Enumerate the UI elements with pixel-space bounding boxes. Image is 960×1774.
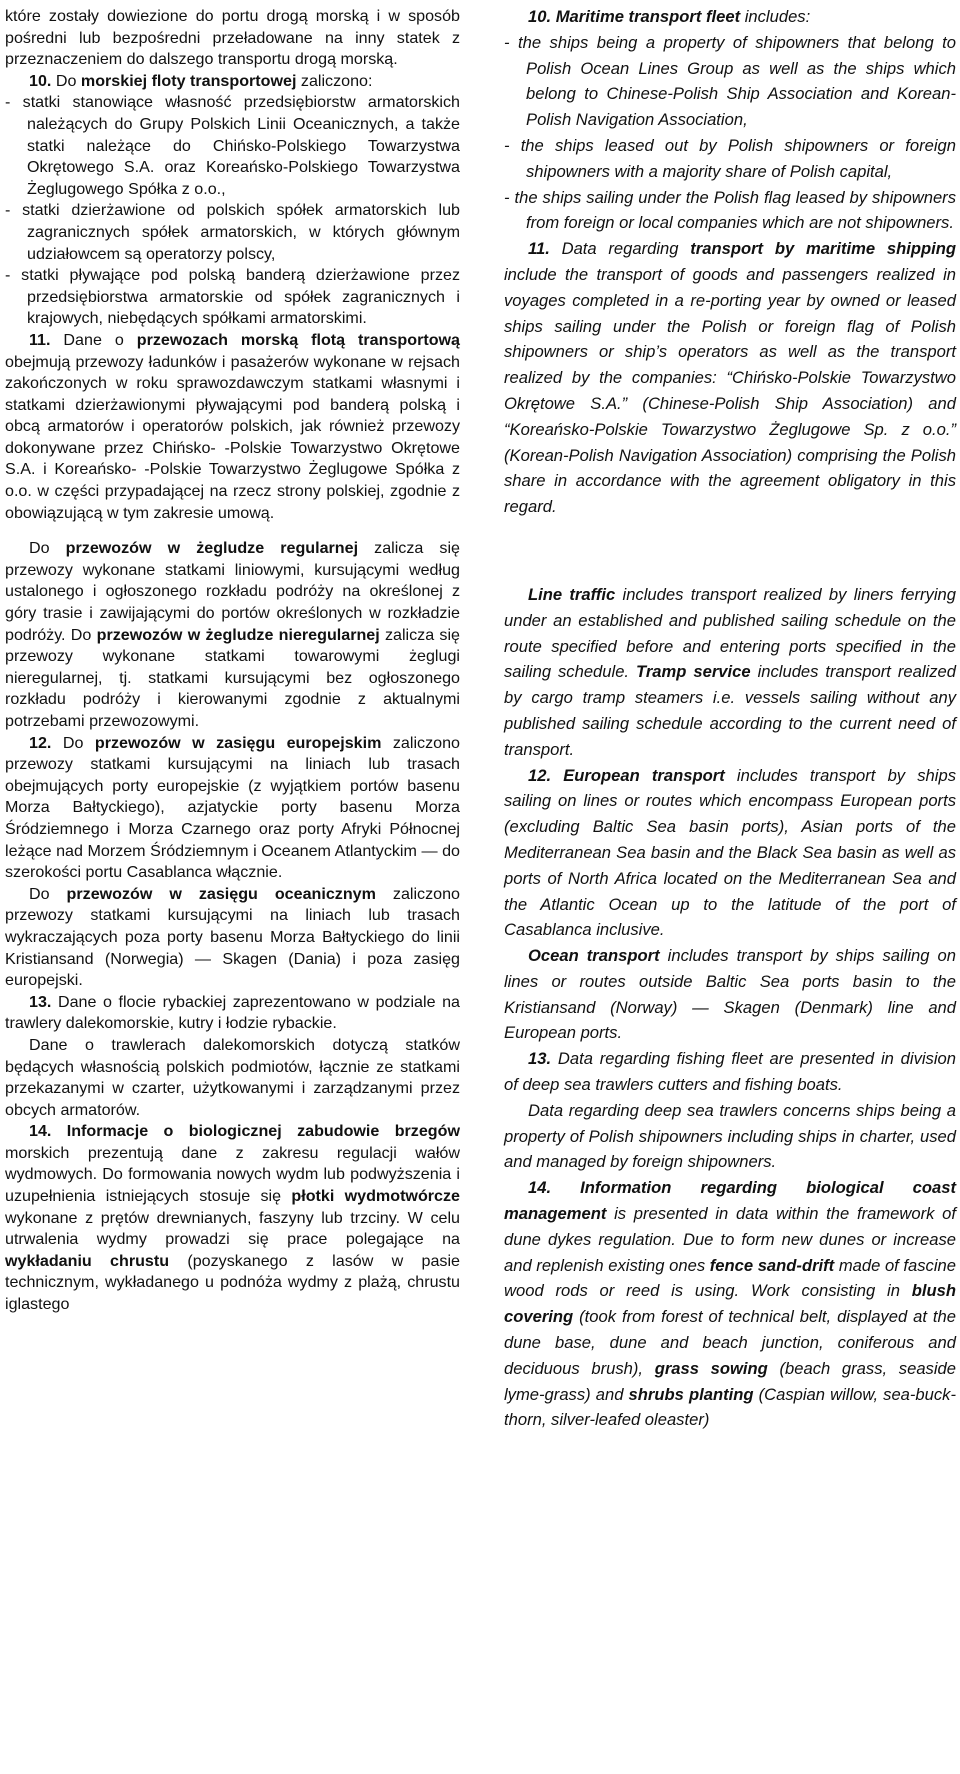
en-p14-term-2: fence sand-drift bbox=[709, 1255, 835, 1275]
en-ocean-body: includes transport by ships sailing on lines or routes outside Baltic Sea ports basin to the Kristiansand (Norway) — Skagen (Denmark) line and European ports. bbox=[504, 946, 956, 1043]
pl-list-item-3: - statki pływające pod polską banderą dzierżawione przez przedsiębiorstwa armatorskie od spółek zagranicznych i krajowych, niebędących spółkami armatorskimi. bbox=[5, 266, 460, 328]
pl-p10-text-end: zaliczono: bbox=[296, 71, 373, 90]
pl-p11-number: 11. bbox=[29, 330, 51, 349]
pl-p14-term: Informacje o biologicznej zabudowie brzegów bbox=[66, 1122, 460, 1141]
pl-paragraph-ocean bbox=[5, 884, 460, 992]
pl-p12-term: przewozów w zasięgu europejskim bbox=[94, 733, 382, 752]
en-p13-body: Data regarding fishing fleet are presented in division of deep sea trawlers cutters and fishing boats. bbox=[504, 1049, 956, 1095]
en-p10-number: 10. bbox=[528, 7, 552, 26]
en-list-item-3: - the ships sailing under the Polish flag leased by shipowners from foreign or local companies which are not shipowners. bbox=[504, 187, 956, 233]
pl-paragraph-continuation: które zostały dowiezione do portu drogą morską i w sposób pośredni lub bezpośredni przeładowane na inny statek z przeznaczeniem do dalszego transportu drogą morską. bbox=[5, 7, 460, 69]
en-line-body: includes transport realized by liners ferrying under an established and published sailing schedule on the route specified before and entering ports specified in the sailing schedule. bbox=[504, 584, 956, 682]
en-p10-term: Maritime transport fleet bbox=[551, 7, 741, 26]
en-paragraph-trawlers: Data regarding deep sea trawlers concerns ships being a property of Polish shipowners including ships in charter, used and managed by foreign shipowners. bbox=[504, 1100, 956, 1172]
pl-irregular-body: zalicza się przewozy wykonane statkami towarowymi żeglugi nieregularnej, tj. statkami kursującymi bez ogłoszonego rozkładu podróży i kierowanymi zgodnie z aktualnymi potrzebami przewozowymi. bbox=[5, 625, 460, 730]
en-p14-term: Information regarding biological coast management bbox=[504, 1178, 956, 1224]
pl-reg-body: zalicza się przewozy wykonane statkami liniowymi, kursującymi według ustalonego i ogłoszonego rozkładu podróży na określonej z góry trasie i zawijającymi do portów określonych w rozkładzie podróży. Do bbox=[5, 539, 461, 644]
en-paragraph-12 bbox=[504, 763, 956, 944]
pl-p11-body: obejmują przewozy ładunków i pasażerów wykonane w rejsach zakończonych w roku sprawozdawczym statkami własnymi i statkami dzierżawionymi pływającymi pod banderą polską i obcą armatorów i operatorów polskich, jak również przewozy dokonywane przez Chińsko- -Polskie Towarzystwo Okrętowe S.A. i Koreańsko- -Polskie Towarzystwo Żeglugowe Spółka z o.o. w części przypadającej na rzecz strony polskiej, zgodnie z obowiązującą w tym zakresie umową. bbox=[5, 352, 460, 522]
pl-regular-term: przewozów w żegludze regularnej bbox=[65, 539, 359, 558]
en-p14-body-b: made of fascine wood rods or reed is using. Work consisting in bbox=[504, 1255, 956, 1301]
pl-p10-number: 10. bbox=[29, 71, 52, 90]
en-p14-body-c: (took from forest of technical belt, displayed at the dune base, dune and beach junction, coniferous and deciduous brush), bbox=[504, 1307, 956, 1378]
en-p11-number: 11. bbox=[528, 239, 550, 259]
pl-paragraph-11 bbox=[5, 330, 460, 524]
en-line-term: Line traffic bbox=[528, 584, 616, 604]
en-paragraph-ocean bbox=[504, 943, 956, 1046]
pl-list-item-2: - statki dzierżawione od polskich spółek armatorskich lub zagranicznych spółek armatorskich, w których głównym udziałowcem są operatorzy polscy, bbox=[5, 201, 460, 263]
en-paragraph-line-traffic bbox=[504, 582, 956, 763]
pl-paragraph-14 bbox=[5, 1121, 460, 1315]
pl-irregular-term: przewozów w żegludze nieregularnej bbox=[96, 625, 380, 644]
en-p14-term-4: grass sowing bbox=[654, 1358, 768, 1378]
pl-ocean-body: zaliczono przewozy statkami kursującymi na liniach lub trasach wykraczających poza porty basenu Morza Bałtyckiego do linii Kristiansand (Norwegia) — Skagen (Dania) i poza zasięg europejski. bbox=[5, 884, 460, 990]
pl-paragraph-13 bbox=[5, 992, 460, 1035]
en-p12-number: 12. bbox=[528, 765, 552, 785]
en-p12-term: European transport bbox=[551, 765, 725, 785]
en-p14-body-d: (beach grass, seaside lyme-grass) and bbox=[504, 1358, 956, 1404]
en-p13-number: 13. bbox=[528, 1049, 552, 1069]
en-paragraph-14 bbox=[504, 1175, 956, 1433]
en-paragraph-13 bbox=[504, 1046, 956, 1098]
en-paragraph-11 bbox=[504, 236, 956, 520]
en-p14-term-5: shrubs planting bbox=[628, 1384, 754, 1404]
en-p11-body: include the transport of goods and passengers realized in voyages completed in a re-porting year by owned or leased ships sailing under the Polish or foreign flag of Polish shipowners or ship’s operators as well as the transport realized by the companies: “Chińsko-Polskie Towarzystwo Okrętowe S.A.” (Chinese-Polish Ship Association) and “Koreańsko-Polskie Towarzystwo Żeglugowe Sp. z o.o.” (Korean-Polish Navigation Association) comprising the Polish share in accordance with the agreement obligatory in this regard. bbox=[504, 264, 956, 517]
en-p14-number: 14. bbox=[528, 1178, 552, 1198]
en-p14-body-a: is presented in data within the framework of dune dykes regulation. Due to form new dunes or increase and replenish existing ones bbox=[504, 1204, 956, 1275]
pl-p14-term-2: płotki wydmotwórcze bbox=[291, 1187, 460, 1206]
en-p11-term: transport by maritime shipping bbox=[690, 239, 956, 259]
pl-p12-number: 12. bbox=[29, 733, 52, 752]
pl-p10-text: Do bbox=[51, 71, 81, 90]
pl-p13-number: 13. bbox=[29, 992, 52, 1011]
en-p14-body-e: (Caspian willow, sea-buck-thorn, silver-leafed oleaster) bbox=[504, 1384, 957, 1430]
pl-p11-term: przewozach morską flotą transportową bbox=[136, 330, 460, 349]
en-p10-text: includes: bbox=[740, 7, 811, 26]
pl-p14-number: 14. bbox=[29, 1122, 52, 1141]
pl-reg-text: Do bbox=[29, 539, 66, 558]
en-p11-text: Data regarding bbox=[549, 239, 691, 259]
pl-paragraph-trawlers: Dane o trawlerach dalekomorskich dotyczą statków będących własnością polskich podmiotów, łącznie ze statkami przekazanymi w czarter, użytkowanymi i zarządzanymi przez obcych armatorów. bbox=[5, 1035, 460, 1119]
pl-p14-body-c: (pozyskanego z lasów w pasie technicznym, wykładanego u podnóża wydmy z plażą, chrustu iglastego bbox=[5, 1251, 460, 1314]
en-p12-body: includes transport by ships sailing on lines or routes which encompass European ports (excluding Baltic Sea basin ports), Asian ports of the Mediterranean Sea basin and the Black Sea basin as well as ports of North Africa located on the Mediterranean Sea and the Atlantic Ocean up to the latitude of the port of Casablanca inclusive. bbox=[504, 765, 956, 940]
en-paragraph-10 bbox=[504, 4, 956, 30]
en-list-item-2: - the ships leased out by Polish shipowners or foreign shipowners with a majority share of Polish capital, bbox=[504, 135, 956, 181]
pl-p14-body-a: morskich prezentują dane z zakresu regulacji wałów wydmowych. Do formowania nowych wydm lub podwyższenia i uzupełnienia istniejących stosuje się bbox=[5, 1143, 460, 1206]
pl-paragraph-10 bbox=[5, 71, 460, 93]
pl-p14-body-b: wykonane z prętów drewnianych, faszyny lub trzciny. W celu utrwalenia wydmy prowadzi się prace polegające na bbox=[5, 1208, 460, 1249]
en-p14-term-3: blush covering bbox=[504, 1281, 956, 1327]
pl-p10-term: morskiej floty transportowej bbox=[80, 71, 297, 90]
pl-paragraph-12 bbox=[5, 733, 460, 884]
pl-list-item-1: - statki stanowiące własność przedsiębiorstw armatorskich należących do Grupy Polskich Linii Oceanicznych, a także statki należące do Chińsko-Polskiego Towarzystwa Okrętowego S.A. oraz Koreańsko-Polskiego Towarzystwa Żeglugowego Spółka z o.o., bbox=[5, 93, 460, 198]
pl-ocean-text: Do bbox=[29, 884, 67, 903]
en-ocean-term: Ocean transport bbox=[528, 946, 660, 966]
en-list-item-1: - the ships being a property of shipowners that belong to Polish Ocean Lines Group as well as the ships which belong to Chinese-Polish Ship Association and Korean-Polish Navigation Association, bbox=[504, 32, 956, 130]
english-column bbox=[504, 0, 956, 1433]
pl-paragraph-regular-shipping bbox=[5, 538, 460, 732]
pl-p14-space bbox=[51, 1122, 66, 1140]
polish-column bbox=[0, 0, 464, 1316]
en-tramp-term: Tramp service bbox=[636, 662, 751, 682]
pl-p12-text: Do bbox=[51, 733, 95, 752]
pl-p13-body: Dane o flocie rybackiej zaprezentowano w podziale na trawlery dalekomorskie, kutry i łodzie rybackie. bbox=[5, 992, 460, 1033]
pl-p12-body: zaliczono przewozy statkami kursującymi na liniach lub trasach obejmujących porty europejskie (z wyjątkiem portów basenu Morza Bałtyckiego), azjatyckie porty basenu Morza Śródziemnego i Morza Czarnego oraz porty Afryki Północnej leżące nad Morzem Śródziemnym i Oceanem Atlantyckim — do szerokości portu Casablanca włącznie. bbox=[5, 733, 460, 882]
pl-p11-text: Dane o bbox=[50, 330, 137, 349]
pl-ocean-term: przewozów w zasięgu oceanicznym bbox=[66, 884, 376, 903]
pl-p14-term-3: wykładaniu chrustu bbox=[5, 1251, 170, 1270]
en-tramp-body: includes transport realized by cargo tramp steamers i.e. vessels sailing without any published sailing schedule according to the current need of transport. bbox=[504, 662, 956, 759]
